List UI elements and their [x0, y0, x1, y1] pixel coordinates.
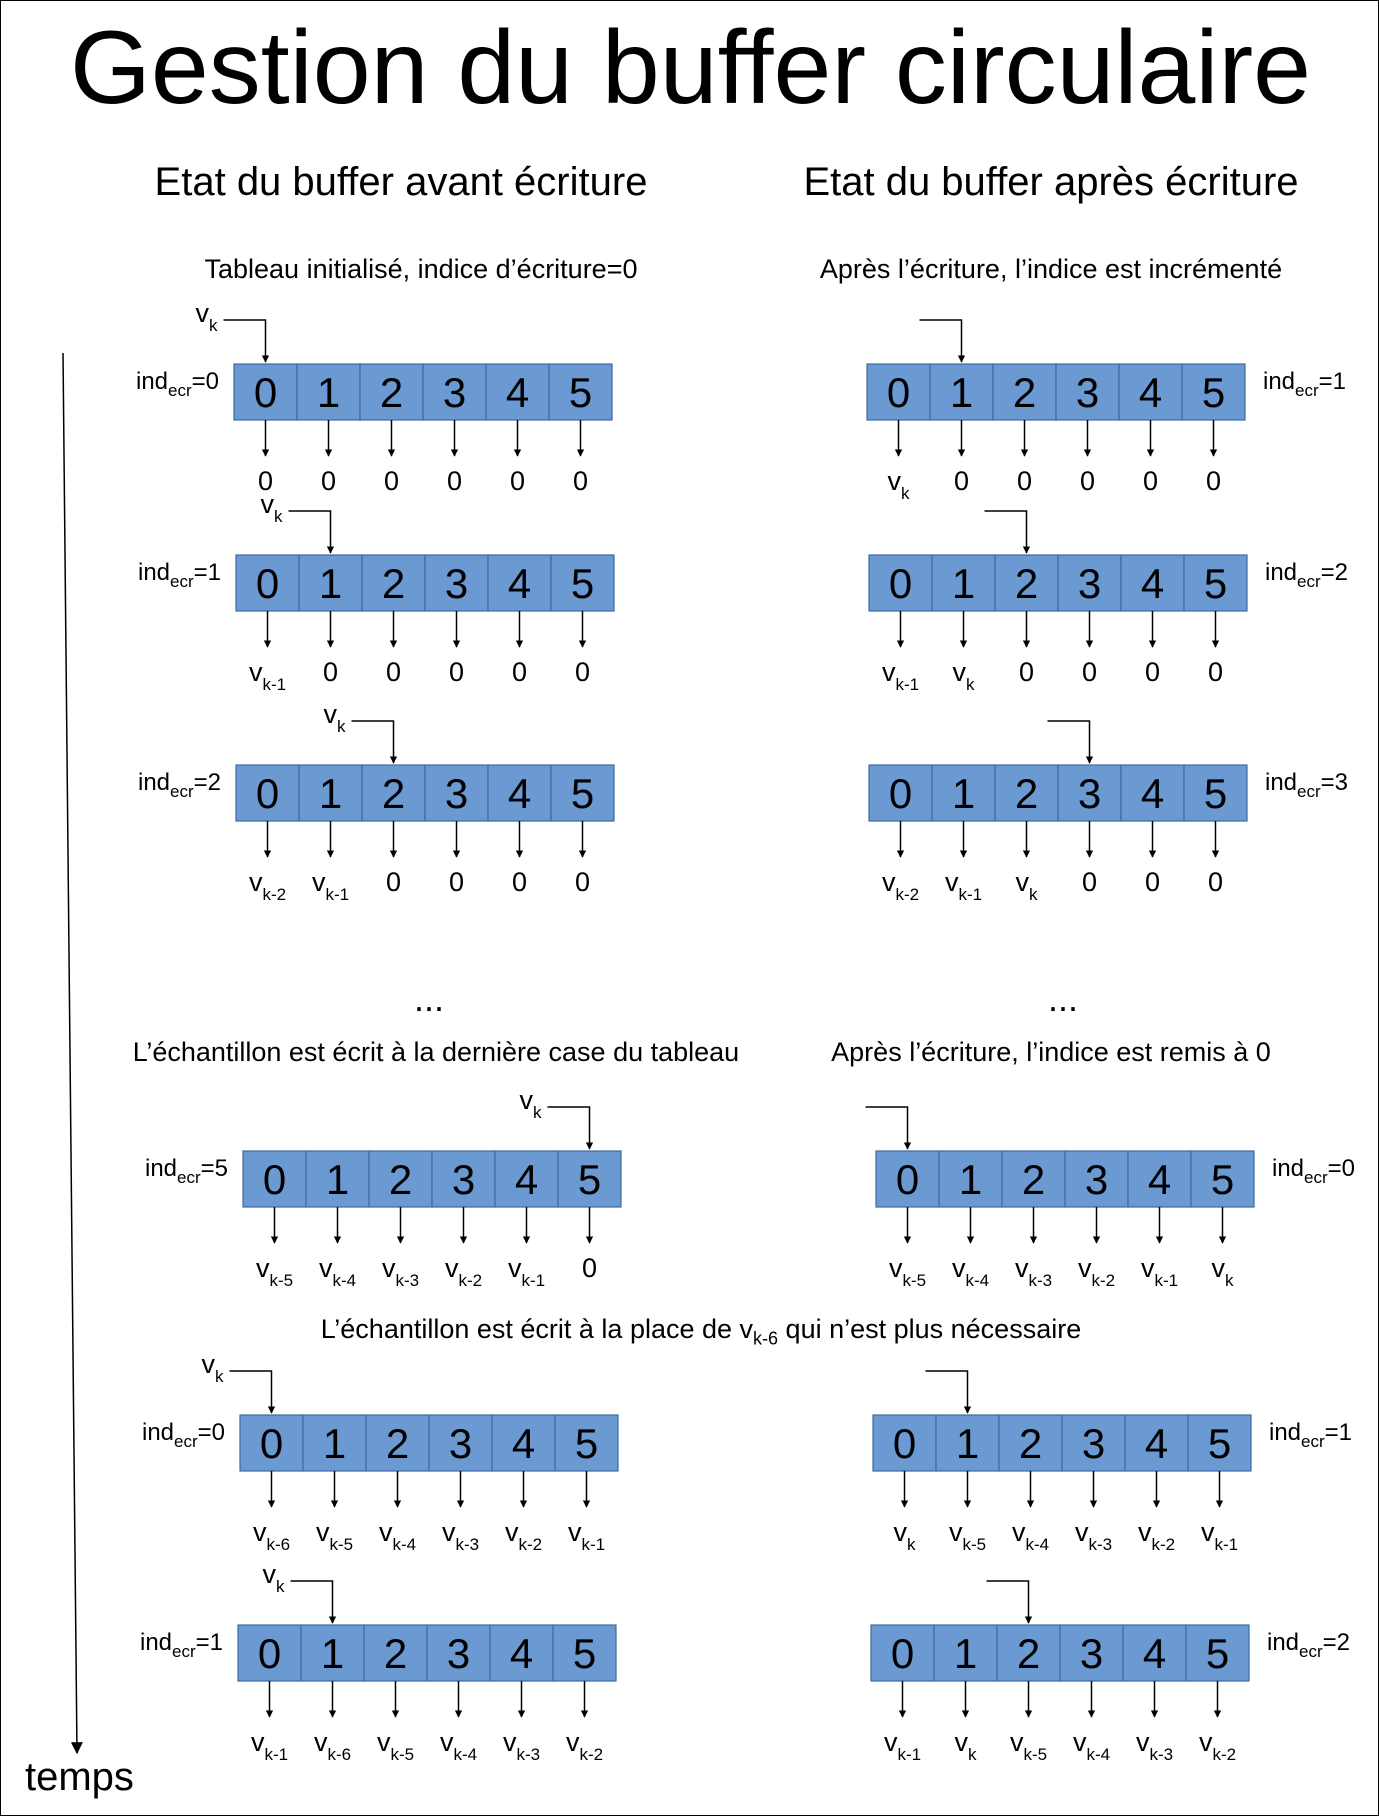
buffer-cell-index: 2: [379, 369, 404, 416]
note-array-initialized: Tableau initialisé, indice d’écriture=0: [204, 254, 638, 284]
buffer-cell-index: 0: [892, 1420, 917, 1467]
stored-value: $v_{k-1}$: [881, 657, 920, 694]
stored-value: 0: [572, 466, 589, 496]
stored-value: 0: [1079, 466, 1096, 496]
stored-value: 0: [1144, 657, 1161, 687]
note-replace-var: v: [739, 1314, 754, 1344]
buffer-cell-index: 4: [507, 560, 532, 607]
stored-value: $v_{k-5}$: [1009, 1727, 1048, 1764]
buffer-cell-index: 1: [325, 1156, 350, 1203]
buffer-cell-index: 5: [570, 560, 595, 607]
stored-value: 0: [448, 867, 465, 897]
write-pointer-arrow: [920, 320, 962, 362]
stored-value: $v_{k-4}$: [1072, 1727, 1111, 1764]
buffer-cell-index: 3: [1075, 369, 1100, 416]
input-sample-label: $v_k$: [519, 1085, 542, 1122]
buffer-cell-index: 5: [1210, 1156, 1235, 1203]
buffer-cell-index: 1: [955, 1420, 980, 1467]
buffer-cell-index: 3: [1077, 560, 1102, 607]
buffer-cell-index: 5: [570, 770, 595, 817]
stored-value: $v_{k-2}$: [565, 1727, 604, 1764]
buffer-cell-index: 2: [1021, 1156, 1046, 1203]
buffer-cell-index: 1: [320, 1630, 345, 1677]
input-sample-label: $v_k$: [260, 489, 283, 526]
stored-value: 0: [446, 466, 463, 496]
stored-value: 0: [1144, 867, 1161, 897]
write-pointer-arrow: [926, 1371, 968, 1413]
stored-value: $v_{k-5}$: [255, 1253, 294, 1290]
stored-value: $v_{k-4}$: [951, 1253, 990, 1290]
ellipsis-left: ...: [413, 978, 444, 1019]
buffer-cell-index: 1: [953, 1630, 978, 1677]
buffer-cell-index: 1: [322, 1420, 347, 1467]
buffer-cell-index: 2: [383, 1630, 408, 1677]
buffer-cell-index: 3: [1077, 770, 1102, 817]
buffer-cell-index: 3: [442, 369, 467, 416]
time-axis-label: temps: [25, 1755, 134, 1799]
buffer-cell-index: 5: [1203, 560, 1228, 607]
buffer-cell-index: 3: [444, 770, 469, 817]
buffer-cell-index: 0: [890, 1630, 915, 1677]
note-replace-suffix: qui n’est plus nécessaire: [778, 1314, 1082, 1344]
before-row-5: [142, 1349, 618, 1554]
buffer-cell-index: 0: [255, 560, 280, 607]
note-last-cell: L’échantillon est écrit à la dernière case du tableau: [132, 1037, 740, 1067]
stored-value: $v_{k-3}$: [381, 1253, 420, 1290]
write-index-label: ind$_{ecr}$=1: [1269, 1419, 1353, 1451]
buffer-cell-index: 5: [572, 1630, 597, 1677]
write-index-label: ind$_{ecr}$=0: [142, 1419, 226, 1451]
stored-value: $v_{k-2}$: [1077, 1253, 1116, 1290]
stored-value: 0: [1081, 867, 1098, 897]
buffer-cell-index: 1: [318, 770, 343, 817]
buffer-cell-index: 4: [1144, 1420, 1169, 1467]
write-index-label: ind$_{ecr}$=0: [136, 368, 220, 400]
buffer-cell-index: 3: [446, 1630, 471, 1677]
stored-value: $v_{k-5}$: [948, 1517, 987, 1554]
stored-value: 0: [322, 657, 339, 687]
buffer-cell-index: 4: [1142, 1630, 1167, 1677]
after-row-2: [869, 511, 1348, 694]
stored-value: $v_k$: [1015, 867, 1038, 904]
stored-value: $v_{k-1}$: [507, 1253, 546, 1290]
buffer-cell-index: 2: [1018, 1420, 1043, 1467]
buffer-cell-index: 0: [888, 770, 913, 817]
buffer-cell-index: 1: [316, 369, 341, 416]
after-row-6: [871, 1581, 1350, 1764]
buffer-cell-index: 2: [381, 770, 406, 817]
buffer-cell-index: 2: [1012, 369, 1037, 416]
write-pointer-arrow: [230, 1371, 272, 1413]
after-row-1: [867, 320, 1346, 503]
write-index-label: ind$_{ecr}$=5: [145, 1155, 229, 1187]
input-sample-label: $v_k$: [323, 699, 346, 736]
stored-value: $v_k$: [1211, 1253, 1234, 1290]
stored-value: $v_{k-1}$: [883, 1727, 922, 1764]
buffer-cell-index: 2: [388, 1156, 413, 1203]
buffer-cell-index: 5: [1205, 1630, 1230, 1677]
before-row-4: [145, 1085, 621, 1290]
stored-value: 0: [448, 657, 465, 687]
buffer-cell-index: 2: [1014, 770, 1039, 817]
stored-value: $v_k$: [954, 1727, 977, 1764]
note-index-reset: Après l’écriture, l’indice est remis à 0: [831, 1037, 1271, 1067]
stored-value: 0: [953, 466, 970, 496]
buffer-cell-index: 1: [958, 1156, 983, 1203]
stored-value: $v_{k-1}$: [248, 657, 287, 694]
write-index-label: ind$_{ecr}$=1: [140, 1629, 224, 1661]
write-index-label: ind$_{ecr}$=2: [1265, 559, 1349, 591]
stored-value: $v_{k-4}$: [1011, 1517, 1050, 1554]
stored-value: $v_{k-5}$: [376, 1727, 415, 1764]
write-pointer-arrow: [352, 721, 394, 763]
stored-value: $v_{k-1}$: [567, 1517, 606, 1554]
buffer-cell-index: 2: [385, 1420, 410, 1467]
before-row-2: [138, 489, 614, 694]
input-sample-label: $v_k$: [262, 1559, 285, 1596]
stored-value: $v_k$: [887, 466, 910, 503]
buffer-cell-index: 3: [1079, 1630, 1104, 1677]
stored-value: $v_{k-4}$: [378, 1517, 417, 1554]
write-pointer-arrow: [548, 1107, 590, 1149]
buffer-cell-index: 5: [568, 369, 593, 416]
buffer-cell-index: 3: [451, 1156, 476, 1203]
buffer-cell-index: 3: [1084, 1156, 1109, 1203]
stored-value: $v_{k-1}$: [250, 1727, 289, 1764]
stored-value: $v_{k-3}$: [441, 1517, 480, 1554]
stored-value: 0: [509, 466, 526, 496]
input-sample-label: $v_k$: [201, 1349, 224, 1386]
buffer-cell-index: 0: [888, 560, 913, 607]
column-heading-after: Etat du buffer après écriture: [803, 160, 1299, 204]
stored-value: 0: [511, 867, 528, 897]
stored-value: $v_{k-1}$: [944, 867, 983, 904]
stored-value: $v_{k-6}$: [313, 1727, 352, 1764]
stored-value: 0: [1207, 867, 1224, 897]
buffer-cell-index: 3: [448, 1420, 473, 1467]
write-pointer-arrow: [985, 511, 1027, 553]
buffer-cell-index: 4: [1147, 1156, 1172, 1203]
write-pointer-arrow: [1048, 721, 1090, 763]
stored-value: $v_{k-2}$: [881, 867, 920, 904]
stored-value: $v_{k-5}$: [888, 1253, 927, 1290]
buffer-cell-index: 3: [444, 560, 469, 607]
stored-value: $v_{k-5}$: [315, 1517, 354, 1554]
stored-value: $v_{k-3}$: [1135, 1727, 1174, 1764]
before-row-3: [138, 699, 614, 904]
buffer-cell-index: 4: [514, 1156, 539, 1203]
buffer-cell-index: 0: [255, 770, 280, 817]
column-heading-before: Etat du buffer avant écriture: [154, 160, 648, 204]
buffer-cell-index: 0: [259, 1420, 284, 1467]
buffer-cell-index: 4: [507, 770, 532, 817]
buffer-cell-index: 5: [574, 1420, 599, 1467]
stored-value: $v_{k-2}$: [248, 867, 287, 904]
stored-value: $v_{k-2}$: [504, 1517, 543, 1554]
buffer-cell-index: 1: [951, 560, 976, 607]
buffer-cell-index: 4: [1138, 369, 1163, 416]
buffer-cell-index: 5: [1201, 369, 1226, 416]
stored-value: 0: [385, 657, 402, 687]
buffer-cell-index: 3: [1081, 1420, 1106, 1467]
note-index-incremented: Après l’écriture, l’indice est incrémenté: [819, 254, 1283, 284]
write-pointer-arrow: [291, 1581, 333, 1623]
buffer-cell-index: 1: [949, 369, 974, 416]
buffer-cell-index: 5: [577, 1156, 602, 1203]
stored-value: 0: [257, 466, 274, 496]
buffer-cell-index: 4: [1140, 560, 1165, 607]
buffer-cell-index: 1: [951, 770, 976, 817]
buffer-cell-index: 2: [1014, 560, 1039, 607]
buffer-cell-index: 0: [895, 1156, 920, 1203]
buffer-cell-index: 0: [253, 369, 278, 416]
stored-value: $v_{k-4}$: [439, 1727, 478, 1764]
stored-value: 0: [385, 867, 402, 897]
stored-value: $v_{k-2}$: [1198, 1727, 1237, 1764]
buffer-cell-index: 4: [509, 1630, 534, 1677]
stored-value: 0: [1018, 657, 1035, 687]
buffer-cell-index: 0: [262, 1156, 287, 1203]
stored-value: $v_{k-4}$: [318, 1253, 357, 1290]
after-row-5: [873, 1371, 1352, 1554]
stored-value: $v_{k-3}$: [1014, 1253, 1053, 1290]
stored-value: 0: [581, 1253, 598, 1283]
write-index-label: ind$_{ecr}$=1: [138, 559, 222, 591]
ellipsis-right: ...: [1047, 978, 1078, 1019]
write-pointer-arrow: [866, 1107, 908, 1149]
buffer-cell-index: 1: [318, 560, 343, 607]
page-title: Gestion du buffer circulaire: [70, 10, 1311, 126]
stored-value: $v_k$: [952, 657, 975, 694]
write-index-label: ind$_{ecr}$=0: [1272, 1155, 1356, 1187]
buffer-diagram: [1, 1, 1379, 1817]
buffer-cell-index: 2: [381, 560, 406, 607]
stored-value: 0: [574, 867, 591, 897]
note-replace-sub: k-6: [753, 1328, 779, 1349]
stored-value: 0: [511, 657, 528, 687]
stored-value: 0: [320, 466, 337, 496]
input-sample-label: $v_k$: [195, 298, 218, 335]
write-pointer-arrow: [289, 511, 331, 553]
buffer-cell-index: 0: [886, 369, 911, 416]
stored-value: 0: [383, 466, 400, 496]
after-row-3: [869, 721, 1348, 904]
write-index-label: ind$_{ecr}$=2: [138, 769, 222, 801]
buffer-cell-index: 4: [505, 369, 530, 416]
stored-value: $v_{k-1}$: [1200, 1517, 1239, 1554]
after-row-4: [866, 1107, 1356, 1290]
time-axis: [63, 353, 77, 1753]
write-index-label: ind$_{ecr}$=3: [1265, 769, 1349, 801]
buffer-cell-index: 5: [1207, 1420, 1232, 1467]
write-pointer-arrow: [987, 1581, 1029, 1623]
stored-value: 0: [1016, 466, 1033, 496]
buffer-cell-index: 2: [1016, 1630, 1041, 1677]
stored-value: $v_{k-1}$: [311, 867, 350, 904]
before-row-1: [136, 298, 612, 496]
buffer-cell-index: 0: [257, 1630, 282, 1677]
write-pointer-arrow: [224, 320, 266, 362]
stored-value: $v_{k-2}$: [1137, 1517, 1176, 1554]
stored-value: 0: [574, 657, 591, 687]
before-row-6: [140, 1559, 616, 1764]
note-replace-prefix: L’échantillon est écrit à la place de: [320, 1314, 740, 1344]
stored-value: 0: [1207, 657, 1224, 687]
stored-value: $v_{k-6}$: [252, 1517, 291, 1554]
stored-value: $v_k$: [893, 1517, 916, 1554]
buffer-cell-index: 5: [1203, 770, 1228, 817]
stored-value: 0: [1142, 466, 1159, 496]
buffer-cell-index: 4: [1140, 770, 1165, 817]
stored-value: $v_{k-2}$: [444, 1253, 483, 1290]
buffer-cell-index: 4: [511, 1420, 536, 1467]
stored-value: $v_{k-1}$: [1140, 1253, 1179, 1290]
write-index-label: ind$_{ecr}$=1: [1263, 368, 1347, 400]
stored-value: 0: [1081, 657, 1098, 687]
stored-value: $v_{k-3}$: [1074, 1517, 1113, 1554]
stored-value: 0: [1205, 466, 1222, 496]
write-index-label: ind$_{ecr}$=2: [1267, 1629, 1351, 1661]
stored-value: $v_{k-3}$: [502, 1727, 541, 1764]
